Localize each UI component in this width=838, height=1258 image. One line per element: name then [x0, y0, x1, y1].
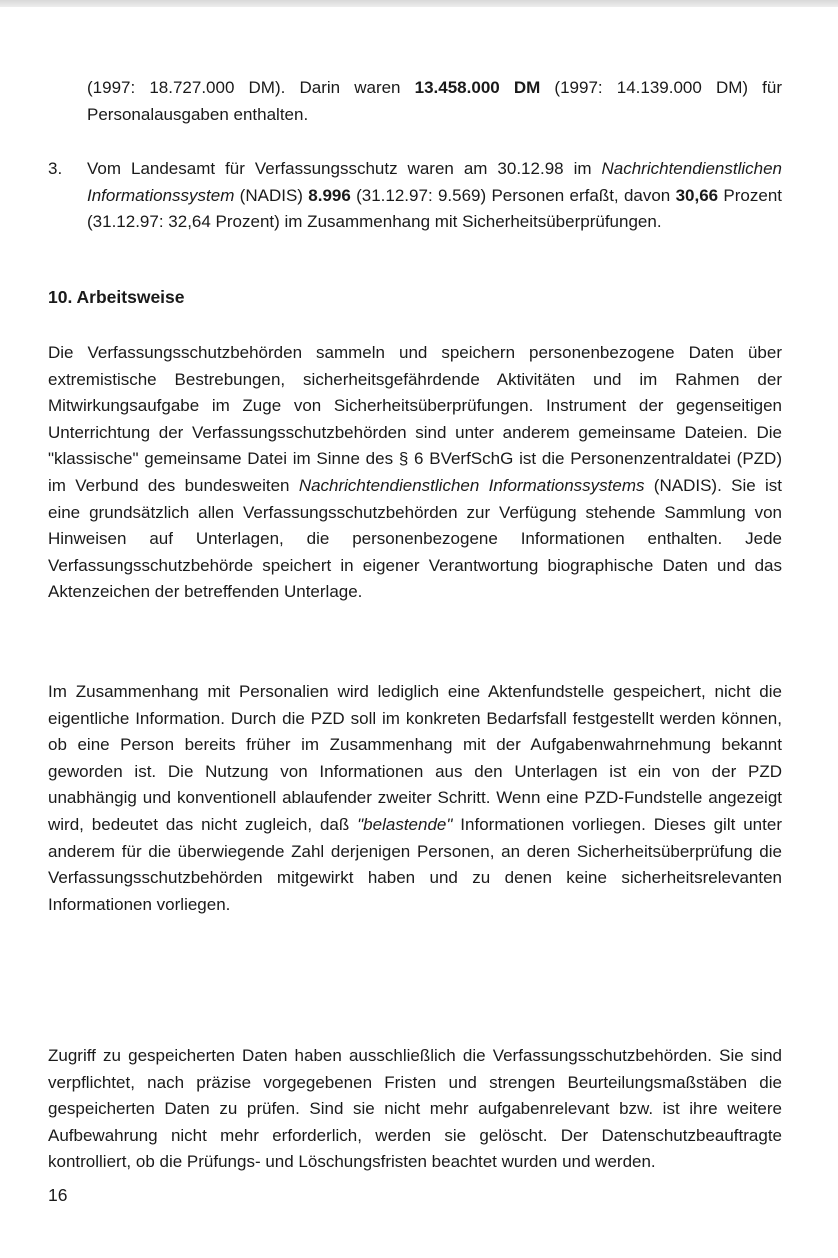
paragraph-3: Zugriff zu gespeicherten Daten haben ausschließlich die Verfassungsschutzbehörden. Sie sind verpflichtet, nach präzise vorgegebenen Fristen und strengen Beurteilungsmaßstäben die gespeicherten Daten zu prüfen. Sind sie nicht mehr aufgabenrelevant bzw. ist ihre weitere Aufbewahrung nicht mehr erforderlich, werden sie gelöscht. Der Datenschutzbeauftragte kontrolliert, ob die Prüfungs- und Löschungsfristen beachtet wurden und werden.: [48, 1046, 782, 1172]
continuation-text-2: (1997: 14.139.000 DM) für Personalausgaben enthalten.: [87, 78, 783, 124]
paragraph-1: [48, 340, 782, 606]
paragraph-2: [48, 679, 782, 918]
p1-text-1: Die Verfassungsschutzbehörden sammeln und speichern personenbezogene Daten über extremistische Bestrebungen, sicherheitsgefährdende Aktivitäten und im Rahmen der Mitwirkungsaufgabe im Zuge von Sicherheitsüberprüfungen. Instrument der gegenseitigen Unterrichtung der Verfassungsschutzbehörden sind unter anderem gemeinsame Dateien. Die "klassische" gemeinsame Datei im Sinne des § 6 BVerfSchG ist die Personenzentraldatei (PZD) im Verbund des bundesweiten: [48, 343, 782, 495]
list-item-3: [48, 156, 782, 236]
budget-continuation-paragraph: [87, 75, 782, 128]
item3-text-3: (31.12.97: 9.569) Personen erfaßt, davon: [350, 185, 676, 205]
continuation-bold-amount: 13.458.000 DM: [414, 78, 541, 97]
p2-text-2: Informationen vorliegen. Dieses gilt unter anderem für die überwiegende Zahl derjenigen Personen, an deren Sicherheitsüberprüfung die Verfassungsschutzbehörden mitgewirkt haben und zu denen keine sicherheitsrelevanten Informationen vorliegen.: [48, 814, 782, 914]
item3-bold-count: 8.996: [308, 185, 351, 205]
item3-text-4: Prozent (31.12.97: 32,64 Prozent) im Zusammenhang mit Sicherheitsüberprüfungen.: [87, 185, 782, 232]
p2-text-1: Im Zusammenhang mit Personalien wird lediglich eine Aktenfundstelle gespeichert, nicht die eigentliche Information. Durch die PZD soll im konkreten Bedarfsfall festgestellt werden können, ob eine Person bereits früher im Zusammenhang mit der Aufgabenwahrnehmung bekannt geworden ist. Die Nutzung von Informationen aus den Unterlagen ist ein von der PZD unabhängig und konventionell ablaufender zweiter Schritt. Wenn eine PZD-Fundstelle angezeigt wird, bedeutet das nicht zugleich, daß: [48, 682, 782, 834]
continuation-text-1: (1997: 18.727.000 DM). Darin waren: [87, 78, 415, 97]
item3-italic-nadis-name: Nachrichtendienstlichen Informationssystem: [87, 159, 782, 205]
item3-bold-percent: 30,66: [675, 185, 719, 205]
p2-italic-belastende: "belastende": [357, 814, 453, 834]
section-heading: 10. Arbeitsweise: [48, 287, 185, 307]
list-item-number: 3.: [48, 159, 63, 178]
p1-italic-nadis-name: Nachrichtendienstlichen Informationssystems: [298, 475, 645, 495]
item3-text-2: (NADIS): [234, 185, 309, 205]
list-item-3-body: [87, 156, 782, 236]
page-number: 16: [48, 1185, 68, 1205]
item3-text-1: Vom Landesamt für Verfassungsschutz waren am 30.12.98 im: [87, 159, 602, 178]
p1-text-2: (NADIS). Sie ist eine grundsätzlich allen Verfassungsschutzbehörden zur Verfügung stehende Sammlung von Hinweisen auf Unterlagen, die personenbezogene Informationen enthalten. Jede Verfassungsschutzbehörde speichert in eigener Verantwortung biographische Daten und das Aktenzeichen der betreffenden Unterlage.: [48, 475, 782, 602]
